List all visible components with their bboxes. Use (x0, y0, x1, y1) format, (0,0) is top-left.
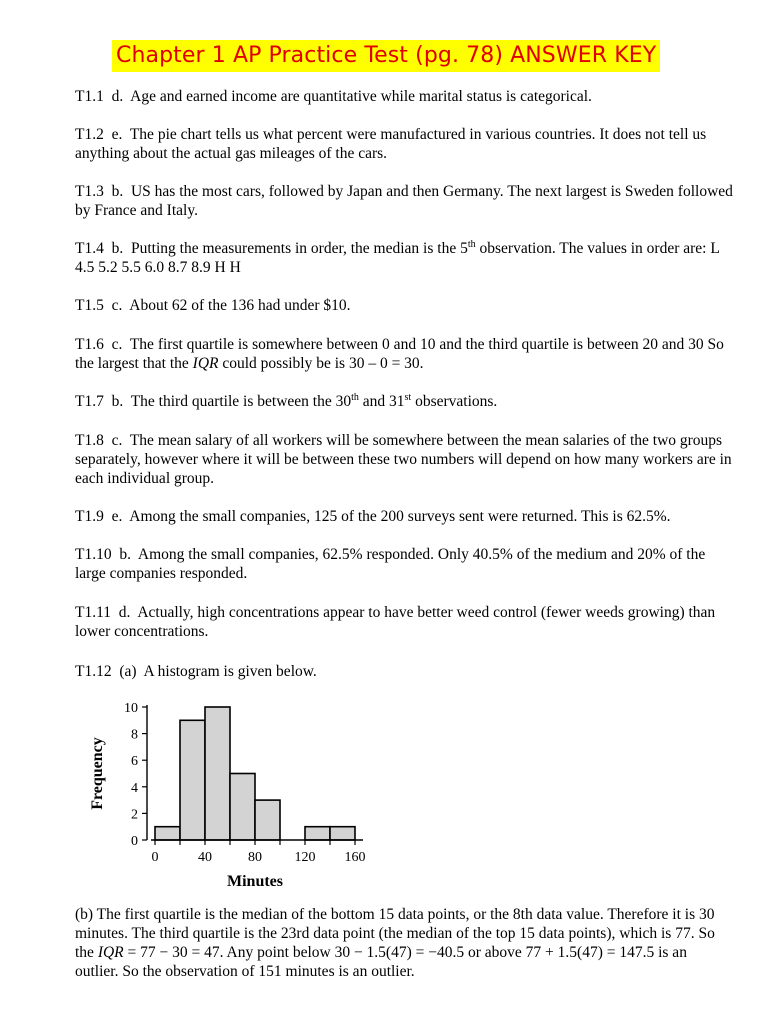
answer-t1-8 (75, 431, 735, 488)
answer-choice: c. (111, 297, 123, 314)
answer-text: About 62 of the 136 had under $10. (129, 297, 351, 314)
title-wrap (112, 40, 660, 72)
answer-choice: b. (119, 546, 131, 563)
y-tick-label: 8 (131, 727, 138, 743)
answer-t1-12 (75, 662, 735, 681)
answer-choice: b. (111, 240, 124, 257)
answer-text-mid: and 31 (358, 393, 405, 410)
answer-t1-4 (75, 239, 735, 277)
answer-t1-2 (75, 125, 735, 163)
answer-t1-1 (75, 87, 735, 106)
answer-text: Among the small companies, 125 of the 200 surveys sent were returned. This is 62.5%. (129, 508, 671, 525)
answer-choice: b. (111, 393, 124, 410)
answer-t1-9 (75, 507, 735, 526)
superscript: st (404, 391, 412, 403)
answer-text: Among the small companies, 62.5% responded. Only 40.5% of the medium and 20% of the large companies responded. (75, 546, 706, 582)
answer-t1-5 (75, 296, 735, 315)
answer-number: T1.10 (75, 546, 112, 563)
answer-choice: b. (111, 183, 124, 200)
histogram-bar (230, 774, 255, 841)
answer-number: T1.7 (75, 393, 104, 410)
histogram-bar (205, 707, 230, 840)
answer-number: T1.5 (75, 297, 104, 314)
answer-t1-11 (75, 603, 735, 641)
y-axis-label: Frequency (89, 737, 106, 810)
answer-text: US has the most cars, followed by Japan and then Germany. The next largest is Sweden followed by France and Italy. (75, 183, 733, 219)
answer-text-b: observations. (411, 393, 498, 410)
histogram-svg (70, 692, 390, 897)
answer-text-a: Putting the measurements in order, the median is the 5 (130, 240, 468, 257)
answer-text: A histogram is given below. (143, 663, 317, 680)
answer-text: Actually, high concentrations appear to have better weed control (fewer weeds growing) than lower concentrations. (75, 604, 716, 640)
answer-number: T1.8 (75, 432, 104, 449)
part-b-text-1: (b) The first quartile is the median of the bottom 15 data points, or the 8th data value. Therefore it is 30 minutes. The third quartile is the 23rd data point (the median of the top 15 data points), which is 77. So the (75, 906, 715, 961)
answer-t1-3 (75, 182, 735, 220)
answer-text: The mean salary of all workers will be somewhere between the mean salaries of the two groups separately, however where it will be between these two numbers will depend on how many workers are in each individual group. (75, 432, 732, 487)
answer-number: T1.4 (75, 240, 104, 257)
histogram-bar (155, 827, 180, 840)
histogram-bar (255, 800, 280, 840)
page-title: Chapter 1 AP Practice Test (pg. 78) ANSWER KEY (112, 40, 660, 72)
y-tick-label: 0 (131, 834, 138, 849)
superscript: th (467, 238, 476, 250)
y-tick-label: 10 (124, 701, 138, 716)
histogram-bar (330, 827, 355, 840)
x-tick-label: 40 (198, 850, 212, 865)
y-tick-label: 6 (131, 754, 138, 770)
x-tick-label: 120 (294, 850, 316, 865)
answer-choice: d. (111, 88, 124, 105)
histogram (70, 692, 390, 902)
x-axis-label: Minutes (227, 873, 283, 890)
iqr-term: IQR (192, 355, 219, 372)
answer-choice: e. (111, 508, 123, 525)
x-tick-label: 0 (151, 850, 159, 865)
answer-text: Age and earned income are quantitative while marital status is categorical. (130, 88, 592, 105)
answer-number: T1.11 (75, 604, 112, 621)
part-b-text-2: = 77 − 30 = 47. Any point below 30 − 1.5(47) = −40.5 or above 77 + 1.5(47) = 147.5 is an outlier. So the observation of 151 minutes is an outlier. (75, 944, 687, 980)
answer-number: T1.1 (75, 88, 104, 105)
answer-choice: c. (111, 432, 123, 449)
answer-number: T1.3 (75, 183, 104, 200)
answer-choice: d. (118, 604, 131, 621)
x-tick-label: 160 (344, 850, 366, 865)
part-b-text (75, 905, 725, 981)
answer-text: The pie chart tells us what percent were manufactured in various countries. It does not tell us anything about the actual gas mileages of the cars. (75, 126, 707, 162)
iqr-term: IQR (97, 944, 124, 961)
answer-number: T1.6 (75, 336, 104, 353)
y-tick-label: 2 (131, 807, 138, 823)
answer-t1-6 (75, 335, 735, 373)
answer-t1-10 (75, 545, 735, 583)
x-tick-label: 80 (248, 850, 262, 865)
answer-choice: e. (111, 126, 123, 143)
answer-text-a: The third quartile is between the 30 (130, 393, 352, 410)
histogram-bar (180, 720, 205, 840)
answer-number: T1.2 (75, 126, 104, 143)
y-tick-label: 4 (131, 780, 138, 796)
superscript: th (351, 391, 359, 403)
answer-t1-7 (75, 392, 735, 411)
answer-number: T1.12 (75, 663, 112, 680)
answer-text-b: could possibly be is 30 – 0 = 30. (218, 355, 424, 372)
answer-choice: c. (111, 336, 123, 353)
answer-number: T1.9 (75, 508, 104, 525)
answer-choice: (a) (119, 663, 137, 680)
answer-text-b: observation. The values in order are: L 4.5 5.2 5.5 6.0 8.7 8.9 H H (75, 240, 720, 276)
answer-text-a: The first quartile is somewhere between 0 and 10 and the third quartile is between 20 and 30 So the largest that the (75, 336, 724, 372)
histogram-bar (305, 827, 330, 840)
